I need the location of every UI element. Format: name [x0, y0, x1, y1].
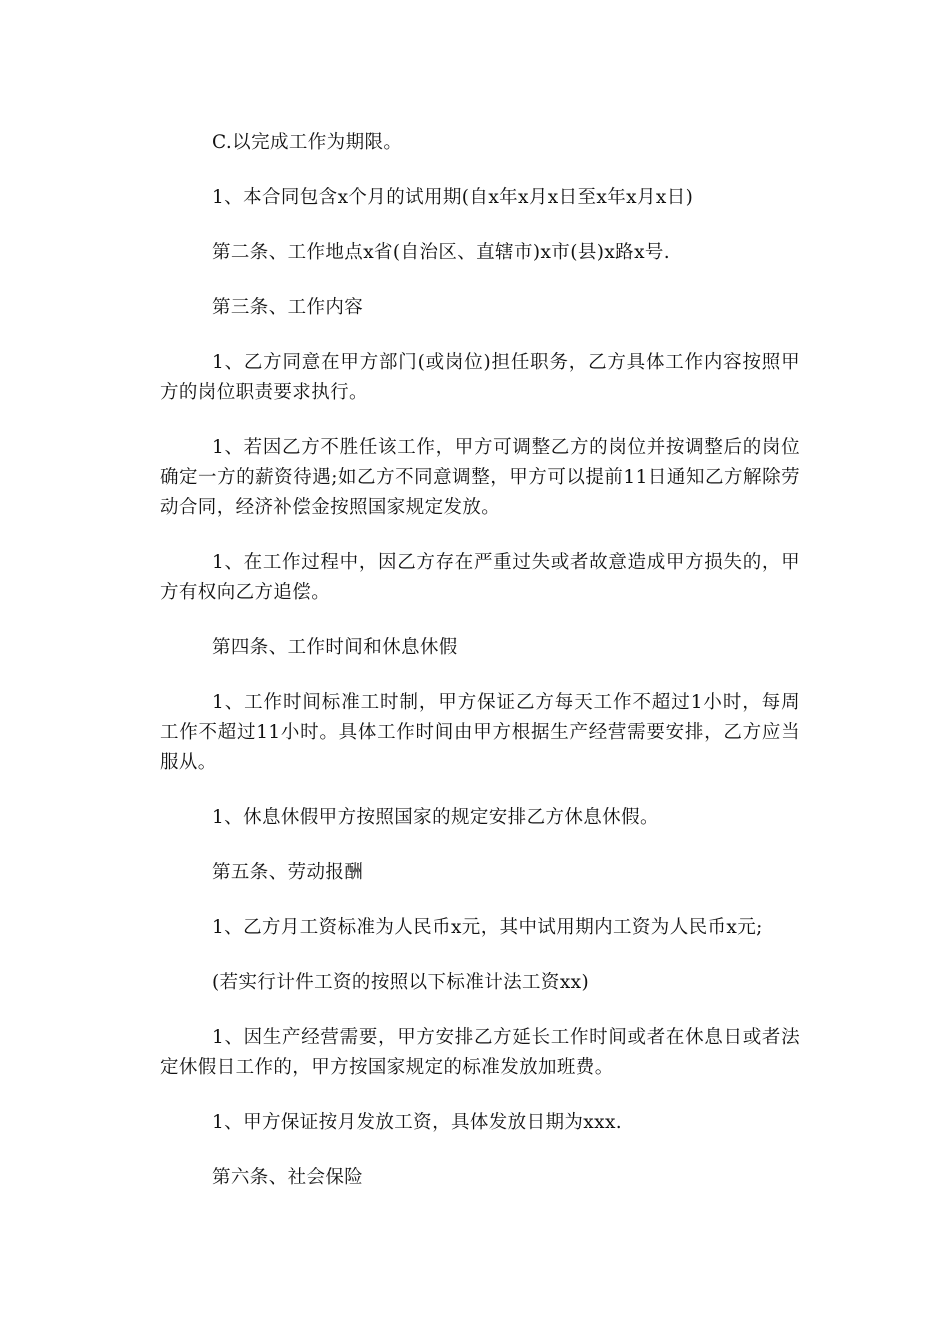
document-body — [160, 128, 800, 1218]
paragraph-piece-rate-note: (若实行计件工资的按照以下标准计法工资xx) — [212, 972, 590, 993]
paragraph-overtime-pay: 1、因生产经营需要，甲方安排乙方延长工作时间或者在休息日或者法定休假日工作的，甲方按国家规定的标准发放加班费。 — [160, 1027, 800, 1078]
paragraph-compensation-claim: 1、在工作过程中，因乙方存在严重过失或者故意造成甲方损失的，甲方有权向乙方追偿。 — [160, 552, 800, 603]
heading-article-3-work-content: 第三条、工作内容 — [212, 297, 364, 318]
paragraph-term-option-c: C.以完成工作为期限。 — [212, 132, 403, 153]
paragraph-position-adjustment: 1、若因乙方不胜任该工作，甲方可调整乙方的岗位并按调整后的岗位确定一方的薪资待遇;如乙方不同意调整，甲方可以提前11日通知乙方解除劳动合同，经济补偿金按照国家规定发放。 — [160, 437, 800, 518]
heading-article-2-work-location: 第二条、工作地点x省(自治区、直辖市)x市(县)x路x号. — [212, 242, 671, 263]
heading-article-4-working-hours: 第四条、工作时间和休息休假 — [212, 637, 458, 658]
paragraph-standard-hours: 1、工作时间标准工时制，甲方保证乙方每天工作不超过1小时，每周工作不超过11小时。具体工作时间由甲方根据生产经营需要安排，乙方应当服从。 — [160, 692, 800, 773]
paragraph-rest-leave: 1、休息休假甲方按照国家的规定安排乙方休息休假。 — [212, 807, 659, 828]
paragraph-position-duties: 1、乙方同意在甲方部门(或岗位)担任职务，乙方具体工作内容按照甲方的岗位职责要求执行。 — [160, 352, 800, 403]
heading-article-5-remuneration: 第五条、劳动报酬 — [212, 862, 364, 883]
paragraph-probation-period: 1、本合同包含x个月的试用期(自x年x月x日至x年x月x日) — [212, 187, 694, 208]
paragraph-pay-date: 1、甲方保证按月发放工资，具体发放日期为xxx. — [212, 1112, 623, 1133]
paragraph-monthly-wage: 1、乙方月工资标准为人民币x元，其中试用期内工资为人民币x元; — [212, 917, 763, 938]
heading-article-6-social-insurance: 第六条、社会保险 — [212, 1167, 364, 1188]
